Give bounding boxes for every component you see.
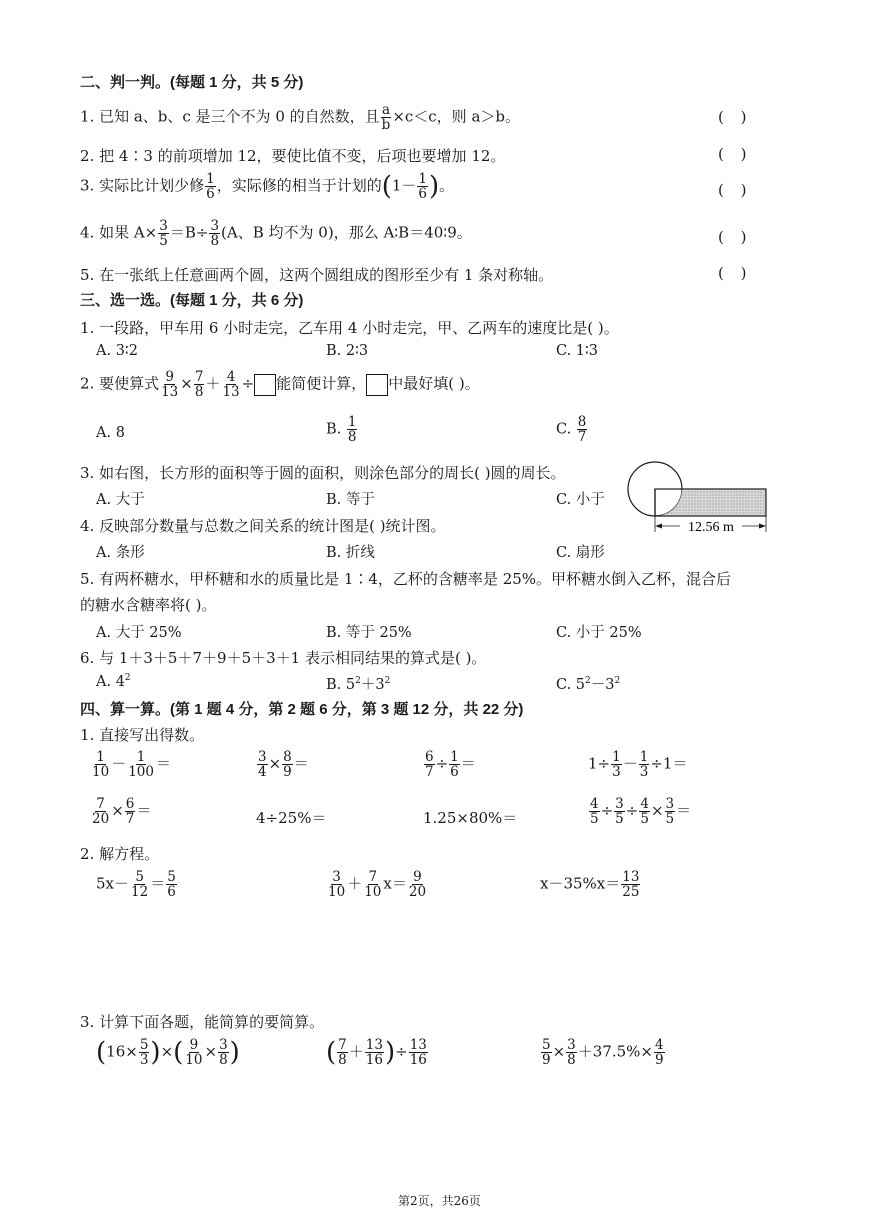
choice-1-option-c[interactable]: C. 1∶3 (556, 343, 599, 359)
equation-3: x－35%x＝ $\frac{13}{25}$ (540, 869, 640, 901)
answer-paren-1[interactable]: ( ) (718, 108, 753, 126)
choice-2-option-b[interactable]: B. $\frac{1}{8}$ (326, 414, 357, 446)
fraction: $\frac{7}{8}$ (194, 369, 204, 401)
choice-5-option-a[interactable]: A. 大于 25% (96, 625, 182, 641)
choice-5-option-c[interactable]: C. 小于 25% (556, 625, 642, 641)
fraction: $\frac{1}{6}$ (418, 171, 427, 203)
quick-calc-4: 1÷ $\frac{1}{3}$ － $\frac{1}{3}$ ÷1＝ (588, 749, 688, 781)
choice-question-3: 3. 如右图，长方形的面积等于圆的面积，则涂色部分的周长( )圆的周长。 (80, 464, 566, 482)
section-3-heading: 三、选一选。(每题 1 分，共 6 分) (80, 292, 304, 309)
fraction: $\frac{a}{b}$ (381, 102, 391, 134)
choice-4-option-b[interactable]: B. 折线 (326, 545, 375, 561)
section-2-heading: 二、判一判。(每题 1 分，共 5 分) (80, 74, 304, 91)
choice-6-option-c[interactable]: C. $5^2-3^2$ (556, 676, 621, 693)
equation-1: 5x－ $\frac{5}{12}$ ＝ $\frac{5}{6}$ (96, 869, 176, 901)
judge-question-5: 5. 在一张纸上任意画两个圆，这两个圆组成的图形至少有 1 条对称轴。 (80, 266, 554, 284)
choice-4-option-c[interactable]: C. 扇形 (556, 545, 605, 561)
blank-box[interactable] (254, 374, 276, 396)
choice-question-5-line-1: 5. 有两杯糖水，甲杯糖和水的质量比是 1∶4，乙杯的含糖率是 25%。甲杯糖水倒入乙杯，混合后 (80, 570, 732, 588)
fraction: $\frac{4}{13}$ (222, 369, 240, 401)
choice-question-6: 6. 与 1＋3＋5＋7＋9＋5＋3＋1 表示相同结果的算式是( )。 (80, 649, 487, 667)
answer-paren-5[interactable]: ( ) (718, 264, 753, 282)
calc-part-3-title: 3. 计算下面各题，能简算的要简算。 (80, 1013, 325, 1031)
fraction: $\frac{3}{8}$ (210, 218, 220, 250)
judge-question-4: 4. 如果 A× $\frac{3}{5}$ ＝B÷ $\frac{3}{8}$ (A、B 均不为 0)，那么 A∶B＝40∶9。 (80, 218, 472, 250)
quick-calc-5: $\frac{7}{20}$ × $\frac{6}{7}$ ＝ (92, 796, 152, 828)
page-footer: 第2页，共26页 (398, 1194, 481, 1208)
choice-1-option-a[interactable]: A. 3∶2 (96, 343, 138, 359)
calc-part-2-title: 2. 解方程。 (80, 845, 160, 863)
choice-6-option-b[interactable]: B. $5^2+3^2$ (326, 676, 391, 693)
quick-calc-8: $\frac{4}{5}$ ÷ $\frac{3}{5}$ ÷ $\frac{4}{5}$ × $\frac{3}{5}$ ＝ (590, 796, 692, 828)
judge-question-1: 1. 已知 a、b、c 是三个不为 0 的自然数，且 $\frac{a}{b}$ ×c＜c，则 a＞b。 (80, 102, 520, 134)
choice-5-option-b[interactable]: B. 等于 25% (326, 625, 412, 641)
choice-question-4: 4. 反映部分数量与总数之间关系的统计图是( )统计图。 (80, 517, 446, 535)
fraction: $\frac{9}{13}$ (161, 369, 179, 401)
circle-rectangle-figure (622, 458, 772, 536)
quick-calc-6: 4÷25%＝ (256, 809, 327, 827)
dimension-label: 12.56 m (688, 520, 734, 535)
answer-paren-2[interactable]: ( ) (718, 145, 753, 163)
fraction: $\frac{3}{5}$ (159, 218, 168, 250)
quick-calc-3: $\frac{6}{7}$ ÷ $\frac{1}{6}$ ＝ (425, 749, 476, 781)
equation-2: $\frac{3}{10}$ ＋ $\frac{7}{10}$ x＝ $\frac{9}{20}$ (328, 869, 427, 901)
section-4-heading: 四、算一算。(第 1 题 4 分，第 2 题 6 分，第 3 题 12 分，共 22 分) (80, 701, 524, 718)
judge-question-3: 3. 实际比计划少修 $\frac{1}{6}$ ，实际修的相当于计划的(1－ $\frac{1}{6}$ )。 (80, 171, 455, 203)
choice-3-option-c[interactable]: C. 小于 (556, 492, 605, 508)
simplify-1: (16× $\frac{5}{3}$ )×( $\frac{9}{10}$ × $\frac{3}{8}$ ) (96, 1037, 240, 1069)
answer-paren-3[interactable]: ( ) (718, 181, 753, 199)
choice-1-option-b[interactable]: B. 2∶3 (326, 343, 369, 359)
choice-3-option-b[interactable]: B. 等于 (326, 492, 375, 508)
simplify-2: ( $\frac{7}{8}$ ＋ $\frac{13}{16}$ )÷ $\frac{13}{16}$ (326, 1037, 427, 1069)
blank-box[interactable] (366, 374, 388, 396)
choice-question-2: 2. 要使算式 $\frac{9}{13}$ × $\frac{7}{8}$ ＋ $\frac{4}{13}$ ÷ 能简便计算， 中最好填( )。 (80, 369, 480, 401)
quick-calc-7: 1.25×80%＝ (423, 809, 518, 827)
shaded-region (655, 489, 766, 516)
choice-question-5-line-2: 的糖水含糖率将( )。 (80, 596, 217, 614)
choice-question-1: 1. 一段路，甲车用 6 小时走完，乙车用 4 小时走完，甲、乙两车的速度比是( )。 (80, 319, 619, 337)
choice-3-option-a[interactable]: A. 大于 (96, 492, 145, 508)
quick-calc-1: $\frac{1}{10}$ － $\frac{1}{100}$ ＝ (92, 749, 171, 781)
choice-2-option-c[interactable]: C. $\frac{8}{7}$ (556, 414, 587, 446)
calc-part-1-title: 1. 直接写出得数。 (80, 726, 205, 744)
judge-question-2: 2. 把 4∶3 的前项增加 12，要使比值不变，后项也要增加 12。 (80, 147, 506, 165)
simplify-3: $\frac{5}{9}$ × $\frac{3}{8}$ ＋37.5%× $\frac{4}{9}$ (542, 1037, 664, 1069)
choice-2-option-a[interactable]: A. 8 (96, 425, 125, 441)
quick-calc-2: $\frac{3}{4}$ × $\frac{8}{9}$ ＝ (258, 749, 309, 781)
choice-6-option-a[interactable]: A. $4^2$ (96, 673, 131, 690)
fraction: $\frac{1}{6}$ (206, 171, 215, 203)
choice-4-option-a[interactable]: A. 条形 (96, 545, 145, 561)
answer-paren-4[interactable]: ( ) (718, 228, 753, 246)
